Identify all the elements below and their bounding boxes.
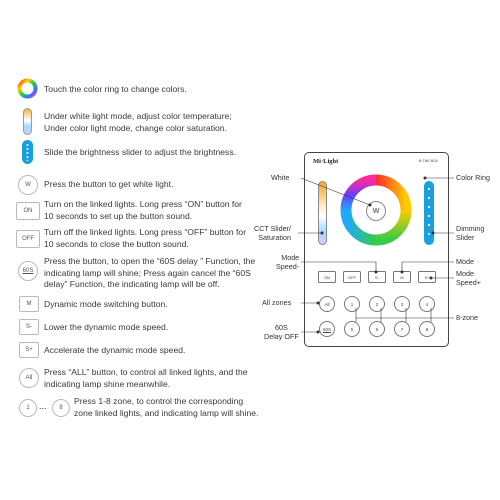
button-label: 3: [400, 301, 404, 307]
legend-line: Press the button, to open the “60S delay ” Function, the: [44, 256, 256, 266]
legend-line: Accelerate the dynamic mode speed.: [44, 345, 186, 355]
callout-text: CCT Slider/: [254, 224, 292, 233]
callout-text: Speed-: [276, 261, 300, 271]
legend-line: Turn on the linked lights. Long press “ON” button for: [44, 199, 242, 209]
button-label: 5: [350, 326, 354, 332]
callout-text: Delay OFF: [264, 331, 299, 341]
button-label: S+: [424, 274, 430, 280]
legend-line: Under white light mode, adjust color temperature;: [44, 111, 232, 121]
button-label: 6: [375, 326, 379, 332]
callout-eight-zone: [456, 314, 478, 323]
badge-label: All: [25, 375, 33, 381]
legend-line: zone linked lights, and indicating lamp will shine.: [74, 407, 259, 418]
callout-text: Dimming: [456, 224, 485, 233]
callout-cct-slider: [254, 225, 291, 242]
callout-mode-speed-plus: [456, 270, 481, 287]
button-label: All: [324, 301, 330, 307]
legend-line: Dynamic mode switching button.: [44, 299, 168, 309]
callout-text: Mode: [456, 269, 474, 278]
callout-text: Speed+: [456, 277, 481, 287]
callout-text: Slider: [456, 232, 475, 242]
legend-line: Touch the color ring to change colors.: [44, 84, 187, 94]
legend-line: Slide the brightness slider to adjust the brightness.: [44, 147, 237, 157]
badge-label: 60S: [22, 268, 34, 274]
brand-logo: Mi·Light: [313, 158, 339, 165]
badge-label: OFF: [22, 236, 34, 242]
button-label: 60S: [322, 326, 331, 332]
callout-all-zones: [262, 299, 291, 308]
legend-line: delay” Function, the indicating lamp will be off.: [44, 279, 220, 289]
button-label: 1: [350, 301, 354, 307]
callout-text: 8-zone: [456, 313, 478, 322]
button-label: 2: [375, 301, 379, 307]
legend-line: Press 1-8 zone, to control the corresponding: [74, 396, 244, 406]
callout-white: [271, 174, 289, 183]
model-label: B-TNK-BOX: [418, 159, 438, 163]
callout-delay-off: [264, 324, 299, 341]
button-label: M: [400, 274, 404, 280]
badge-label: S+: [25, 347, 33, 353]
legend-line: Lower the dynamic mode speed.: [44, 322, 169, 332]
badge-label: ON: [23, 208, 33, 214]
ellipsis: ...: [39, 401, 47, 411]
legend-line: Press the button to get white light.: [44, 179, 174, 189]
callout-text: Saturation: [258, 232, 292, 242]
legend-line: Press “ALL” button, to control all linked lights, and the: [44, 367, 248, 377]
button-label: 4: [425, 301, 429, 307]
legend-line: 10 seconds to close the button sound.: [44, 238, 189, 249]
legend-line: Under color light mode, change color saturation.: [44, 122, 227, 133]
button-label: 7: [400, 326, 404, 332]
white-button-label: W: [372, 207, 380, 215]
callout-text: All zones: [262, 298, 292, 307]
badge-label: W: [25, 182, 31, 188]
badge-label: M: [26, 301, 32, 307]
callout-color-ring: [456, 174, 490, 183]
legend-line: 10 seconds to set up the button sound.: [44, 210, 193, 221]
button-label: ON: [324, 274, 330, 280]
button-label: S-: [375, 274, 379, 280]
button-label: 8: [425, 326, 429, 332]
callout-text: Mode: [456, 257, 474, 266]
legend-line: Turn off the linked lights. Long press “OFF” button for: [44, 227, 247, 237]
callout-text: Mode: [281, 253, 300, 262]
callout-dimming-slider: [456, 225, 484, 242]
callout-text: Color Ring: [456, 173, 490, 182]
badge-label: 8: [59, 405, 63, 411]
badge-label: 1: [26, 405, 30, 411]
callout-mode-speed-minus: [276, 254, 299, 271]
button-label: OFF: [348, 274, 356, 280]
callout-text: 60S: [274, 323, 288, 332]
legend-line: indicating lamp shine meanwhile.: [44, 378, 171, 389]
callout-mode: [456, 258, 474, 267]
legend-line: indicating lamp will shine; Press again cancel the “60S: [44, 267, 251, 278]
callout-text: White: [271, 173, 290, 182]
badge-label: S-: [26, 324, 32, 330]
